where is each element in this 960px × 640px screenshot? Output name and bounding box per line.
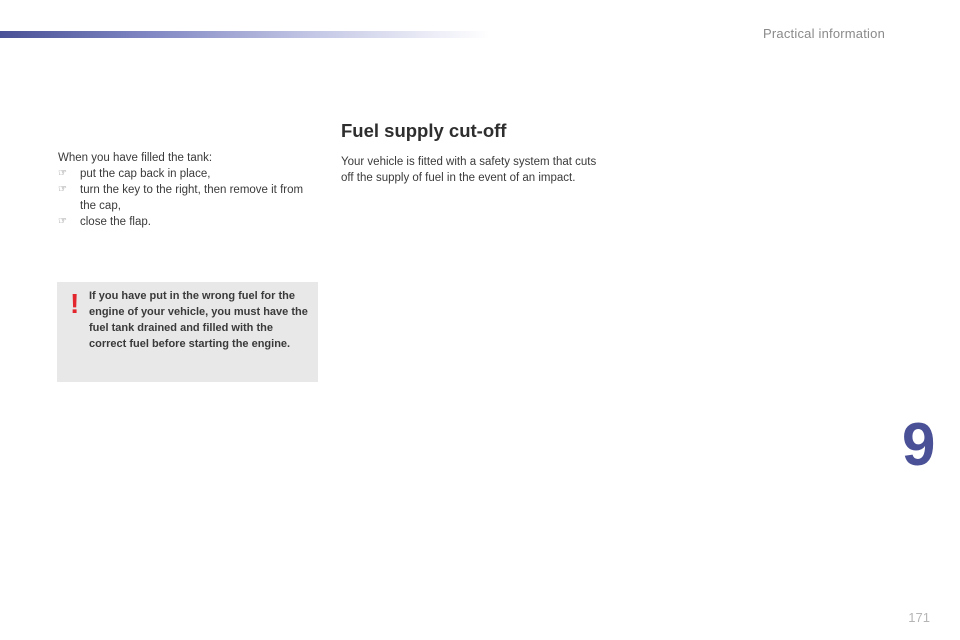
pointing-hand-icon: ☞ <box>58 216 67 227</box>
list-item-text: close the flap. <box>80 216 151 228</box>
list-item-text: turn the key to the right, then remove it from the cap, <box>80 184 304 212</box>
left-column <box>58 150 308 230</box>
instruction-list <box>58 166 308 230</box>
exclamation-icon: ! <box>70 288 80 319</box>
section-heading: Fuel supply cut-off <box>341 120 507 141</box>
section-body-text: Your vehicle is fitted with a safety system that cuts off the supply of fuel in the event of an impact. <box>341 156 597 184</box>
pointing-hand-icon: ☞ <box>58 168 67 179</box>
chapter-number: 9 <box>902 411 936 478</box>
pointing-hand-icon: ☞ <box>58 184 67 195</box>
page-number: 171 <box>908 610 930 625</box>
warning-text: If you have put in the wrong fuel for the engine of your vehicle, you must have the fuel tank drained and filled with the correct fuel before starting the engine. <box>89 290 308 350</box>
list-item <box>58 214 308 230</box>
section-title: Practical information <box>763 26 885 41</box>
right-column <box>341 120 601 186</box>
warning-box <box>57 282 318 382</box>
header-gradient-bar <box>0 31 490 38</box>
list-item <box>58 166 308 182</box>
intro-text: When you have filled the tank: <box>58 152 213 164</box>
list-item-text: put the cap back in place, <box>80 168 211 180</box>
list-item <box>58 182 308 214</box>
